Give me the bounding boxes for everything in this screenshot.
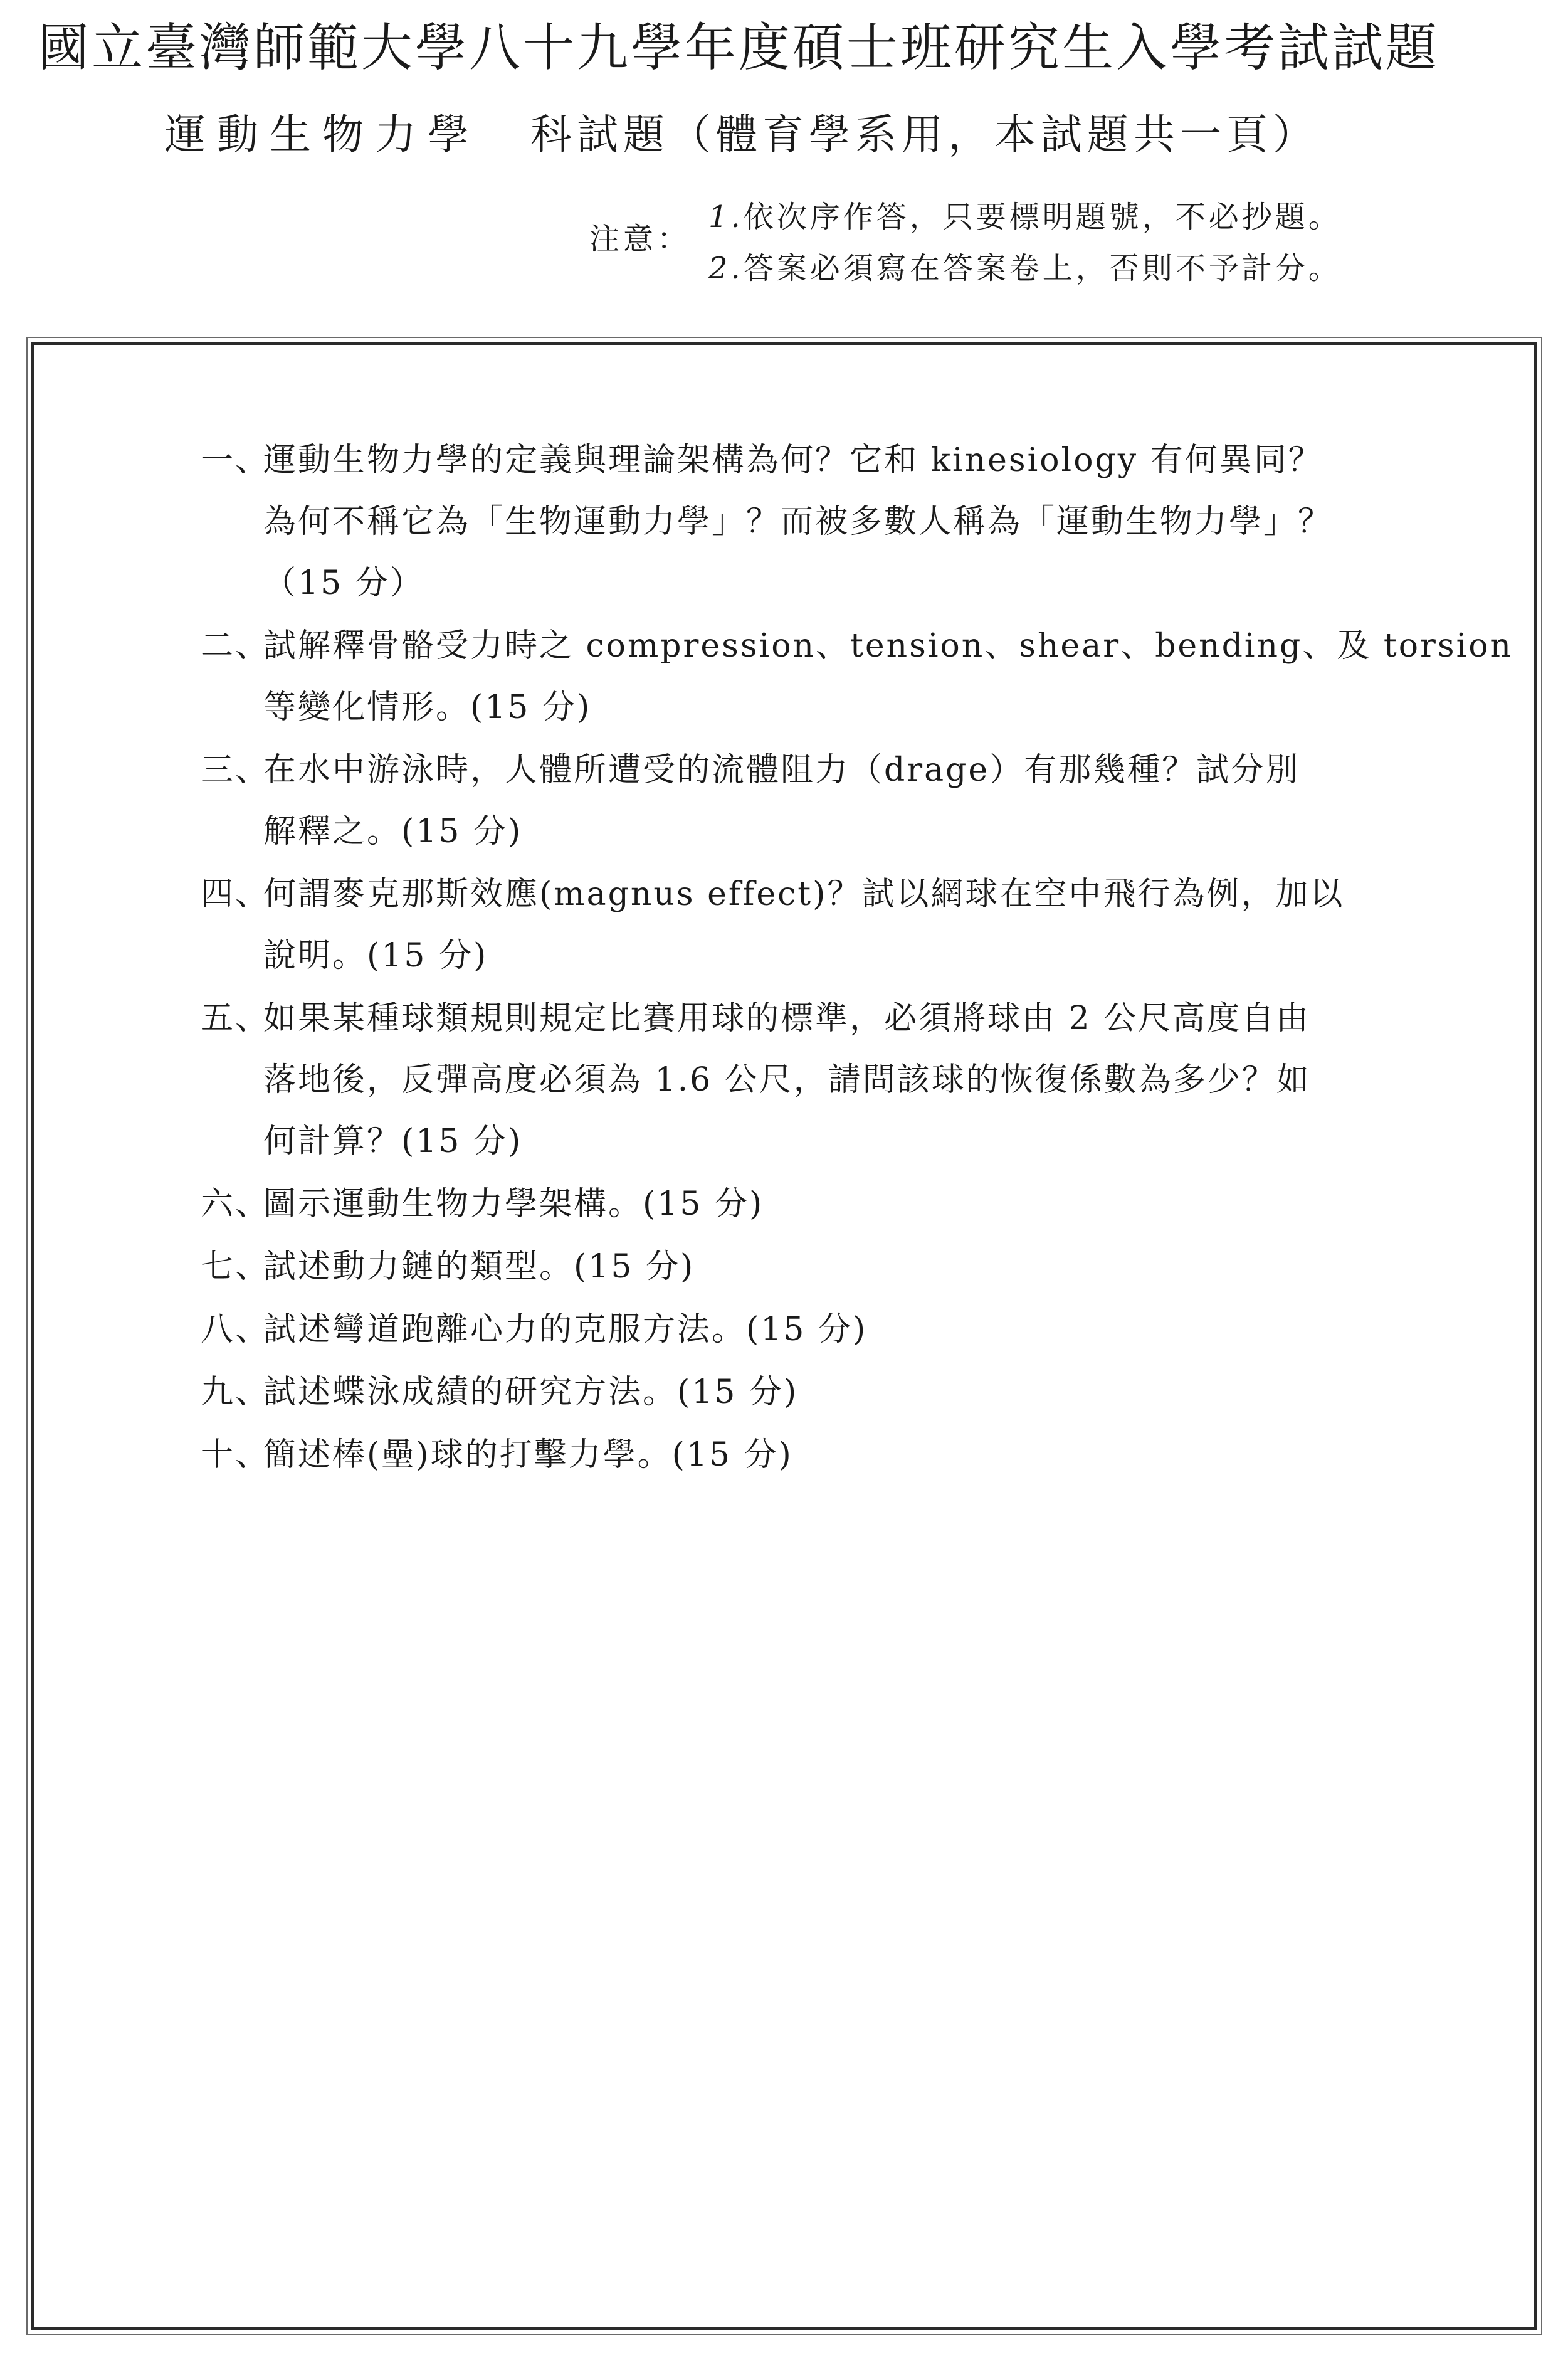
question-text-line: 運動生物力學的定義與理論架構為何？它和 kinesiology 有何異同？ [263,441,1323,479]
question-text-line: 試解釋骨骼受力時之 compression、tension、shear、bending、及 torsion [263,627,1513,665]
question-number: 二、 [201,627,270,665]
question-number: 五、 [201,1000,270,1037]
question-item [201,1236,1392,1298]
page-title: 國立臺灣師範大學八十九學年度碩士班研究生入學考試試題 [38,18,1440,78]
exam-info: 科試題（體育學系用，本試題共一頁） [530,110,1319,159]
exam-subtitle [164,103,1319,166]
question-text-line: 解釋之。(15 分) [263,813,523,850]
question-item [201,1173,1392,1235]
question-item [201,739,1392,862]
question-text-line: 簡述棒(壘)球的打擊力學。(15 分) [263,1436,793,1474]
question-item [201,1299,1392,1360]
question-item [201,988,1392,1172]
question-number: 十、 [201,1436,270,1474]
question-text-line: 說明。(15 分) [263,937,488,975]
subject-name: 運動生物力學 [164,110,480,159]
notice-item [708,243,1342,294]
question-number: 七、 [201,1248,270,1286]
question-number: 四、 [201,875,270,913]
question-text-line: 試述蝶泳成績的研究方法。(15 分) [263,1373,799,1411]
question-item [201,615,1513,738]
notice-item-text: 依次序作答，只要標明題號，不必抄題。 [743,199,1342,235]
question-number: 三、 [201,751,270,789]
question-number: 八、 [201,1311,270,1348]
question-text-line: 如果某種球類規則規定比賽用球的標準，必須將球由 2 公尺高度自由 [263,1000,1311,1037]
question-text-line: 試述彎道跑離心力的克服方法。(15 分) [263,1311,868,1348]
notice-item-text: 答案必須寫在答案卷上，否則不予計分。 [743,251,1342,286]
question-text-line: 何計算？(15 分) [263,1123,523,1160]
question-text-line: 等變化情形。(15 分) [263,689,592,726]
question-item [201,1424,1392,1486]
question-text-line: 試述動力鏈的類型。(15 分) [263,1248,695,1286]
notice-label: 注意： [589,221,692,256]
notice-item [708,191,1342,243]
question-list [201,430,1513,1487]
question-text-line: 圖示運動生物力學架構。(15 分) [263,1185,764,1223]
question-number: 一、 [201,441,270,479]
notice-item-number: 1. [708,199,744,235]
question-number: 六、 [201,1185,270,1223]
question-item [201,430,1392,614]
notice-list [708,191,1342,294]
question-text-line: 何謂麥克那斯效應(magnus effect)？試以網球在空中飛行為例，加以 [263,875,1345,913]
question-text-line: 落地後，反彈高度必須為 1.6 公尺，請問該球的恢復係數為多少？如 [263,1061,1311,1099]
question-text-line: 在水中游泳時，人體所遭受的流體阻力（drage）有那幾種？試分別 [263,751,1300,789]
question-number: 九、 [201,1373,270,1411]
question-text-line: 為何不稱它為「生物運動力學」？而被多數人稱為「運動生物力學」？ [263,503,1333,541]
notice-item-number: 2. [708,251,744,286]
question-item [201,864,1392,986]
question-text-line: （15 分） [263,564,424,602]
question-item [201,1361,1392,1423]
